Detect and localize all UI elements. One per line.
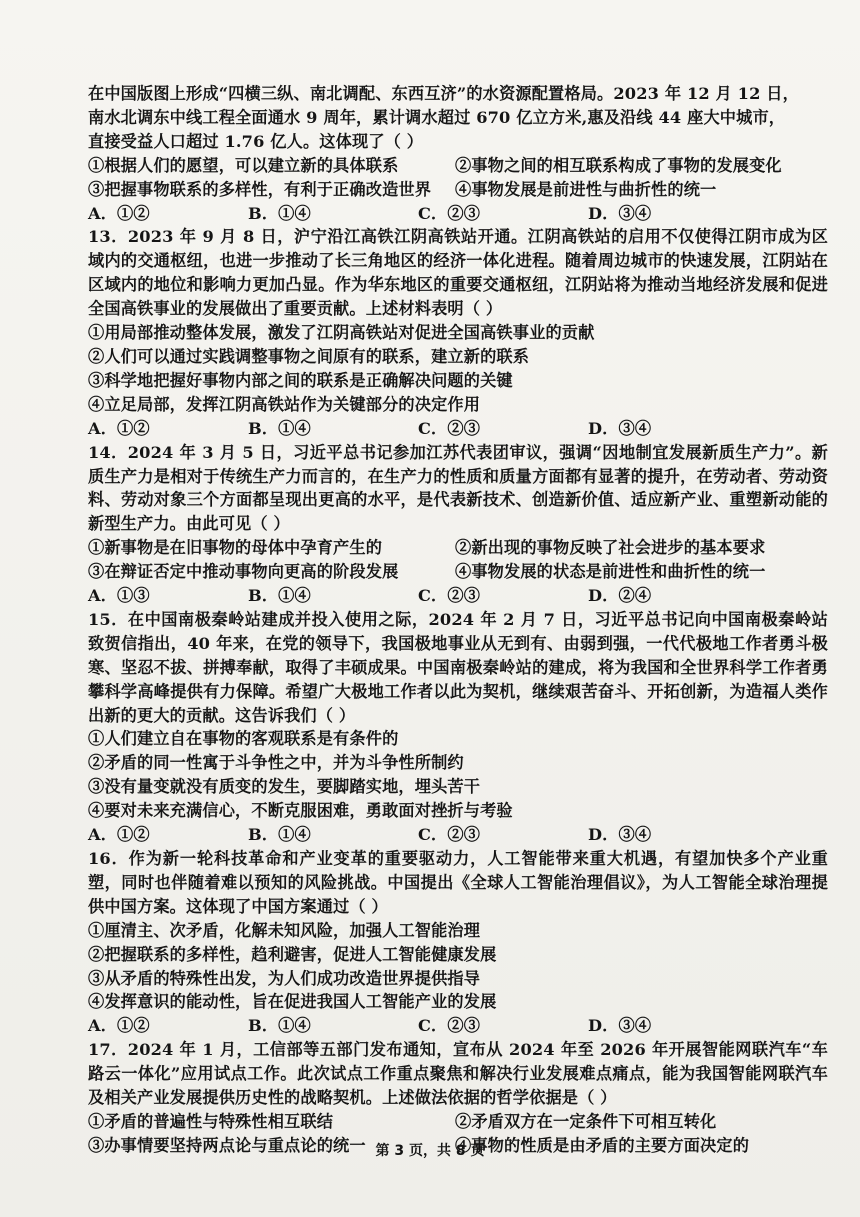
q15-item-3: ③没有量变就没有质变的发生，要脚踏实地，埋头苦干 [88, 777, 481, 797]
q13-item-1: ①用局部推动整体发展，激发了江阴高铁站对促进全国高铁事业的贡献 [88, 323, 595, 343]
q12-item-4: ④事物发展是前进性与曲折性的统一 [455, 179, 717, 199]
q16-item-2: ②把握联系的多样性，趋利避害，促进人工智能健康发展 [88, 944, 497, 964]
q16-item-1: ①厘清主、次矛盾，化解未知风险，加强人工智能治理 [88, 920, 481, 940]
q15-option-c: C．②③ [418, 825, 481, 845]
q13-option-d: D．③④ [588, 418, 652, 438]
q13-stem: 13．2023 年 9 月 8 日，沪宁沿江高铁江阴高铁站开通。江阴高铁站的启用不仅使得江阴市成为区域内的交通枢纽，也进一步推动了长三角地区的经济一体化进程。随着周边城市的快速发展，江阴站在区域内的地位和影响力更加凸显。作为华东地区的重要交通枢纽，江阴站将为推动当地经济发展和促进全国高铁事业的发展做出了重要贡献。上述材料表明（ ） [88, 227, 828, 319]
page-number: 第 3 页，共 8 页 [375, 1143, 485, 1159]
question-13 [88, 225, 828, 440]
q14-options [88, 584, 828, 608]
q13-options [88, 417, 828, 441]
q15-item-2: ②矛盾的同一性寓于斗争性之中，并为斗争性所制约 [88, 753, 464, 773]
q15-options [88, 823, 828, 847]
q16-item-3: ③从矛盾的特殊性出发，为人们成功改造世界提供指导 [88, 968, 481, 988]
q13-item-3: ③科学地把握好事物内部之间的联系是正确解决问题的关键 [88, 370, 513, 390]
q15-item-4: ④要对未来充满信心，不断克服困难，勇敢面对挫折与考验 [88, 801, 513, 821]
q13-option-b: B．①④ [248, 418, 311, 438]
q12-option-c: C．②③ [418, 203, 481, 223]
q12-options [88, 202, 828, 226]
q14-option-a: A．①③ [88, 586, 150, 606]
q16-option-d: D．③④ [588, 1016, 652, 1036]
q14-item-1: ①新事物是在旧事物的母体中孕育产生的 [88, 538, 383, 558]
q12-option-a: A．①② [88, 203, 150, 223]
q17-item-3: ③办事情要坚持两点论与重点论的统一 [88, 1135, 366, 1155]
q12-item-3: ③把握事物联系的多样性，有利于正确改造世界 [88, 179, 432, 199]
q12-option-b: B．①④ [248, 203, 311, 223]
question-15 [88, 608, 828, 847]
q14-option-b: B．①④ [248, 586, 311, 606]
q12-items-row-2 [88, 178, 828, 202]
q12-items-row-1 [88, 154, 828, 178]
q16-options [88, 1014, 828, 1038]
q13-option-a: A．①② [88, 418, 150, 438]
q17-item-2: ②矛盾双方在一定条件下可相互转化 [455, 1111, 717, 1131]
q12-option-d: D．③④ [588, 203, 652, 223]
q15-option-b: B．①④ [248, 825, 311, 845]
q14-option-c: C．②③ [418, 586, 481, 606]
q13-item-2: ②人们可以通过实践调整事物之间原有的联系，建立新的联系 [88, 346, 530, 366]
question-16 [88, 847, 828, 1038]
question-14 [88, 441, 828, 608]
question-12 [88, 82, 828, 225]
q14-item-4: ④事物发展的状态是前进性和曲折性的统一 [455, 562, 766, 582]
q17-stem: 17．2024 年 1 月，工信部等五部门发布通知，宣布从 2024 年至 2026 年开展智能网联汽车“车路云一体化”应用试点工作。此次试点工作重点聚焦和解决行业发展难点痛点，能为我国智能网联汽车及相关产业发展提供历史性的战略契机。上述做法依据的哲学依据是（ ） [88, 1040, 828, 1108]
q15-stem: 15．在中国南极秦岭站建成并投入使用之际，2024 年 2 月 7 日，习近平总书记向中国南极秦岭站致贺信指出，40 年来，在党的领导下，我国极地事业从无到有、由弱到强，一代代极地工作者勇斗极寒、坚忍不拔、拼搏奉献，取得了丰硕成果。中国南极秦岭站的建成，将为我国和全世界科学工作者勇攀科学高峰提供有力保障。希望广大极地工作者以此为契机，继续艰苦奋斗、开拓创新，为造福人类作出新的更大的贡献。这告诉我们（ ） [88, 609, 828, 725]
q17-item-1: ①矛盾的普遍性与特殊性相互联结 [88, 1111, 334, 1131]
q16-option-a: A．①② [88, 1016, 150, 1036]
q16-option-b: B．①④ [248, 1016, 311, 1036]
q16-item-4: ④发挥意识的能动性，旨在促进我国人工智能产业的发展 [88, 992, 497, 1012]
q12-item-2: ②事物之间的相互联系构成了事物的发展变化 [455, 155, 782, 175]
q14-item-3: ③在辩证否定中推动事物向更高的阶段发展 [88, 562, 399, 582]
questions-area [88, 82, 828, 1158]
q16-option-c: C．②③ [418, 1016, 481, 1036]
q14-items-row-1 [88, 536, 828, 560]
q14-items-row-2 [88, 560, 828, 584]
q16-stem: 16．作为新一轮科技革命和产业变革的重要驱动力，人工智能带来重大机遇，有望加快多个产业重塑，同时也伴随着难以预知的风险挑战。中国提出《全球人工智能治理倡议》，为人工智能全球治理提供中国方案。这体现了中国方案通过（ ） [88, 849, 828, 916]
q14-option-d: D．②④ [588, 586, 652, 606]
q14-stem: 14．2024 年 3 月 5 日，习近平总书记参加江苏代表团审议，强调“因地制宜发展新质生产力”。新质生产力是相对于传统生产力而言的，在生产力的性质和质量方面都有显著的提升，在劳动者、劳动资料、劳动对象三个方面都呈现出更高的水平，是代表新技术、创造新价值、适应新产业、重塑新动能的新型生产力。由此可见（ ） [88, 442, 828, 534]
q12-stem-line-3: 直接受益人口超过 1.76 亿人。这体现了（ ） [88, 131, 424, 151]
q15-option-a: A．①② [88, 825, 150, 845]
q15-item-1: ①人们建立自在事物的客观联系是有条件的 [88, 729, 399, 749]
q15-option-d: D．③④ [588, 825, 652, 845]
q13-option-c: C．②③ [418, 418, 481, 438]
q17-item-4: ④事物的性质是由矛盾的主要方面决定的 [455, 1135, 750, 1155]
q13-item-4: ④立足局部，发挥江阴高铁站作为关键部分的决定作用 [88, 394, 481, 414]
q12-stem-line-1: 在中国版图上形成“四横三纵、南北调配、东西互济”的水资源配置格局。2023 年 12 月 12 日， [88, 84, 799, 103]
q12-stem-line-2: 南水北调东中线工程全面通水 9 周年，累计调水超过 670 亿立方米,惠及沿线 44 座大中城市， [88, 107, 786, 127]
q14-item-2: ②新出现的事物反映了社会进步的基本要求 [455, 538, 766, 558]
q17-items-row-1 [88, 1110, 828, 1134]
q12-item-1: ①根据人们的愿望，可以建立新的具体联系 [88, 155, 399, 175]
